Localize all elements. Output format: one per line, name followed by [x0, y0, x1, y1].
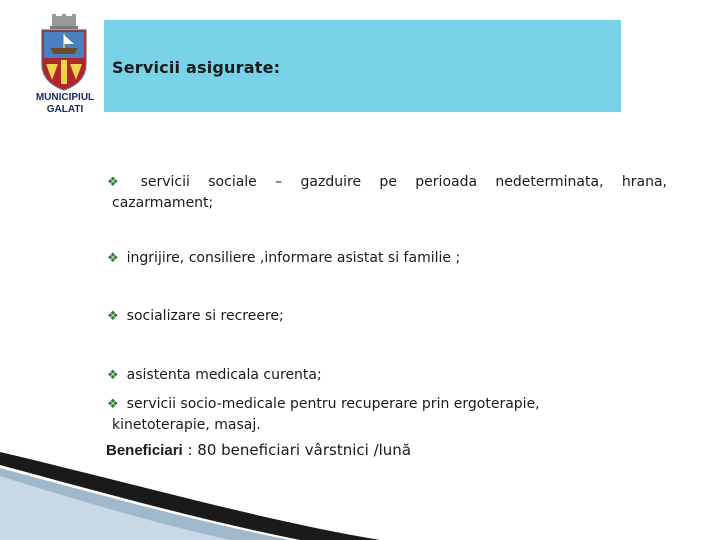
- list-item: [107, 248, 667, 269]
- diamond-bullet-icon: ❖: [107, 251, 119, 266]
- list-item: [107, 365, 667, 386]
- beneficiaries-line: [106, 441, 411, 459]
- list-item-text: ingrijire, consiliere ,informare asistat si familie ;: [126, 250, 461, 266]
- list-item-text: asistenta medicala curenta;: [126, 367, 322, 383]
- list-item-text: servicii socio-medicale pentru recuperare prin ergoterapie,: [126, 396, 540, 412]
- list-item-text-continued: kinetoterapie, masaj.: [112, 417, 261, 433]
- diamond-bullet-icon: ❖: [107, 175, 133, 190]
- beneficiaries-label: Beneficiari: [106, 442, 183, 459]
- list-item-text: servicii sociale – gazduire pe perioada nedeterminata, hrana,: [140, 174, 667, 190]
- list-item: [107, 306, 667, 327]
- city-coat-of-arms-icon: [38, 14, 90, 92]
- list-item-text-continued: cazarmament;: [112, 195, 214, 211]
- diamond-bullet-icon: ❖: [107, 368, 119, 383]
- list-item: [107, 394, 627, 435]
- diamond-bullet-icon: ❖: [107, 309, 119, 324]
- diamond-bullet-icon: ❖: [107, 397, 119, 412]
- list-item-text: socializare si recreere;: [126, 308, 284, 324]
- page-title: Servicii asigurate:: [112, 58, 281, 77]
- municipality-name: MUNICIPIUL GALATI: [35, 92, 95, 115]
- beneficiaries-text: : 80 beneficiari vârstnici /lună: [182, 441, 412, 459]
- list-item: [107, 172, 667, 213]
